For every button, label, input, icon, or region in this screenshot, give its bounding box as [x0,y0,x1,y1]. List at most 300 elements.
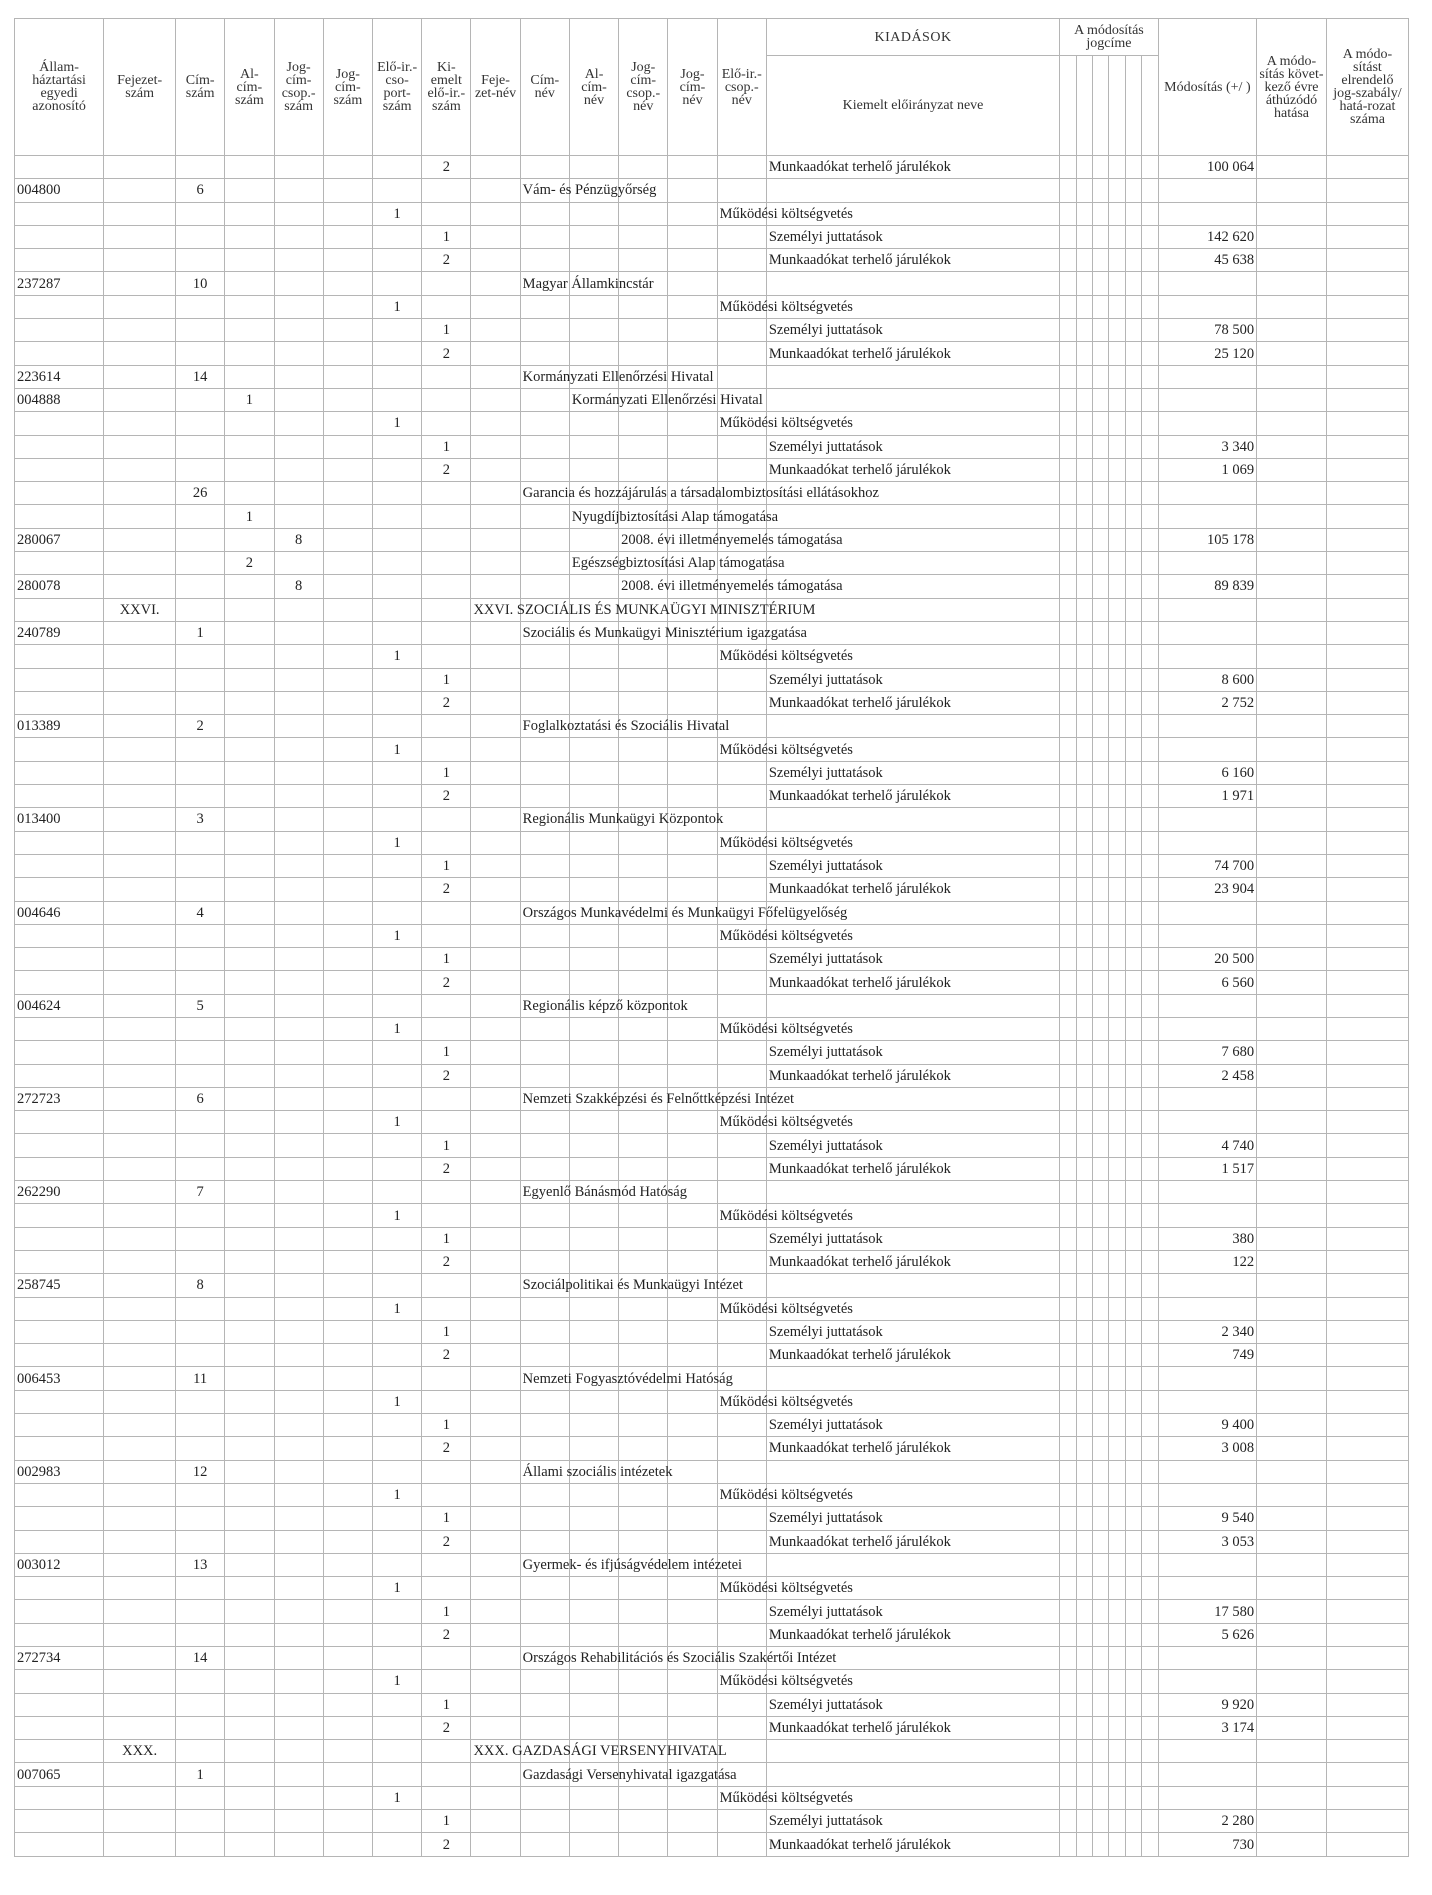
empty-cell [619,668,668,691]
empty-cell [668,971,717,994]
empty-cell [1142,1740,1158,1763]
empty-cell [1142,1553,1158,1576]
empty-cell [1125,249,1141,272]
empty-cell [766,552,1059,575]
empty-cell [1257,1810,1327,1833]
empty-cell [717,179,766,202]
modositas-amount-cell: 749 [1158,1344,1256,1367]
empty-cell [1326,808,1408,831]
empty-cell [1142,948,1158,971]
csop-name: Működési költségvetés [719,834,853,851]
table-row [15,1344,1409,1367]
empty-cell [372,1437,421,1460]
empty-cell [1109,342,1125,365]
empty-cell [1076,1367,1092,1390]
empty-cell [274,1507,323,1530]
empty-cell [1125,854,1141,877]
empty-cell [104,1623,176,1646]
empty-cell [520,575,569,598]
empty-cell [104,1390,176,1413]
empty-cell [104,948,176,971]
empty-cell [1125,621,1141,644]
kiemelt-szam-cell: 1 [422,435,471,458]
empty-cell [372,785,421,808]
empty-cell [176,598,225,621]
empty-cell [471,295,520,318]
empty-cell [1109,295,1125,318]
empty-cell [1109,598,1125,621]
empty-cell [1326,1507,1408,1530]
header-alcim-szam: Al-cím-szám [225,19,274,156]
aht-id-cell: 272734 [15,1647,104,1670]
empty-cell [274,365,323,388]
eloir-csop-szam-cell: 1 [372,831,421,854]
empty-cell [668,319,717,342]
empty-cell [225,1623,274,1646]
empty-cell [1125,1134,1141,1157]
empty-cell [520,1064,569,1087]
empty-cell [1257,342,1327,365]
empty-cell [104,808,176,831]
empty-cell [422,808,471,831]
empty-cell [422,598,471,621]
empty-cell [422,505,471,528]
empty-cell [372,1367,421,1390]
cim-name-cell [520,715,730,738]
empty-cell [274,1833,323,1856]
empty-cell [1060,715,1076,738]
kiemelt-szam-cell: 2 [422,1623,471,1646]
empty-cell [104,1274,176,1297]
empty-cell [520,156,569,179]
table-row [15,202,1409,225]
empty-cell [1060,971,1076,994]
empty-cell [619,295,668,318]
empty-cell [1257,365,1327,388]
empty-cell [372,854,421,877]
empty-cell [520,1716,569,1739]
empty-cell [717,785,766,808]
csop-name: Működési költségvetés [719,1487,853,1504]
empty-cell [225,761,274,784]
empty-cell [1109,994,1125,1017]
empty-cell [1125,971,1141,994]
empty-cell [323,202,372,225]
empty-cell [323,1670,372,1693]
empty-cell [668,295,717,318]
eloir-csop-szam-cell: 1 [372,1483,421,1506]
empty-cell [520,1693,569,1716]
empty-cell [1257,1530,1327,1553]
empty-cell [471,435,520,458]
empty-cell [1158,808,1256,831]
kiemelt-name-cell [766,1134,1059,1157]
empty-cell [1326,1064,1408,1087]
empty-cell [104,1833,176,1856]
empty-cell [1076,1740,1092,1763]
empty-cell [15,1483,104,1506]
empty-cell [520,691,569,714]
empty-cell [668,1460,717,1483]
empty-cell [372,552,421,575]
empty-cell [471,1647,520,1670]
aht-id-cell: 002983 [15,1460,104,1483]
csop-name: Működési költségvetés [719,1580,853,1597]
empty-cell [274,1274,323,1297]
empty-cell [619,1833,668,1856]
empty-cell [372,505,421,528]
empty-cell [1060,319,1076,342]
empty-cell [372,1507,421,1530]
empty-cell [1060,738,1076,761]
empty-cell [176,924,225,947]
empty-cell [1093,598,1109,621]
empty-cell [717,249,766,272]
empty-cell [1125,924,1141,947]
empty-cell [225,1693,274,1716]
empty-cell [717,1320,766,1343]
empty-cell [104,785,176,808]
empty-cell [1125,365,1141,388]
table-row [15,994,1409,1017]
empty-cell [225,621,274,644]
empty-cell [569,435,618,458]
empty-cell [717,1227,766,1250]
empty-cell [1257,691,1327,714]
eloir-csop-szam-cell: 1 [372,1670,421,1693]
empty-cell [1076,1344,1092,1367]
empty-cell [104,1367,176,1390]
kiemelt-name: Munkaadókat terhelő járulékok [768,1254,951,1271]
header-elrendelo: A módo-sítást elrendelő jog-szabály/ hatá-rozat száma [1326,19,1408,156]
empty-cell [1093,1181,1109,1204]
empty-cell [323,1577,372,1600]
empty-cell [1093,994,1109,1017]
table-row [15,528,1409,551]
empty-cell [1326,785,1408,808]
empty-cell [225,482,274,505]
kiemelt-szam-cell: 2 [422,1716,471,1739]
kiemelt-szam-cell: 2 [422,691,471,714]
empty-cell [422,738,471,761]
empty-cell [1326,435,1408,458]
kiemelt-name: Munkaadókat terhelő járulékok [768,881,951,898]
empty-cell [372,458,421,481]
empty-cell [619,249,668,272]
empty-cell [619,1204,668,1227]
modositas-amount-cell: 9 400 [1158,1414,1256,1437]
table-row [15,854,1409,877]
empty-cell [1326,156,1408,179]
empty-cell [15,1017,104,1040]
cim-name-cell [520,1181,687,1204]
empty-cell [1093,1460,1109,1483]
empty-cell [422,994,471,1017]
empty-cell [1257,295,1327,318]
empty-cell [1076,1041,1092,1064]
empty-cell [1158,994,1256,1017]
empty-cell [668,1716,717,1739]
empty-cell [1060,295,1076,318]
empty-cell [323,878,372,901]
empty-cell [619,1064,668,1087]
empty-cell [372,668,421,691]
empty-cell [1158,505,1256,528]
empty-cell [1060,1017,1076,1040]
empty-cell [1158,1390,1256,1413]
empty-cell [225,1227,274,1250]
empty-cell [471,1553,520,1576]
empty-cell [372,715,421,738]
empty-cell [1257,1041,1327,1064]
empty-cell [520,1810,569,1833]
empty-cell [619,1600,668,1623]
empty-cell [225,365,274,388]
empty-cell [1142,924,1158,947]
empty-cell [274,948,323,971]
modositas-amount-cell: 1 971 [1158,785,1256,808]
cim-name-cell [520,272,654,295]
empty-cell [1076,901,1092,924]
header-fejezet-nev: Feje-zet-név [471,19,520,156]
empty-cell [422,831,471,854]
empty-cell [520,458,569,481]
eloir-csop-szam-cell: 1 [372,202,421,225]
empty-cell [323,1204,372,1227]
cim-name: Foglalkoztatási és Szociális Hivatal [522,718,730,735]
empty-cell [471,1437,520,1460]
empty-cell [1076,1414,1092,1437]
empty-cell [15,435,104,458]
jcsop-name: 2008. évi illetményemelés támogatása [621,531,843,548]
jcsop-name-cell [619,575,843,598]
empty-cell [1076,808,1092,831]
empty-cell [1326,552,1408,575]
empty-cell [1076,1460,1092,1483]
empty-cell [15,1041,104,1064]
kiemelt-szam-cell: 2 [422,878,471,901]
empty-cell [1257,971,1327,994]
empty-cell [176,1390,225,1413]
empty-cell [1076,1320,1092,1343]
empty-cell [1076,1623,1092,1646]
empty-cell [1109,1647,1125,1670]
kiemelt-name: Személyi juttatások [768,764,883,781]
empty-cell [471,901,520,924]
empty-cell [1125,412,1141,435]
table-row [15,458,1409,481]
empty-cell [569,1017,618,1040]
empty-cell [274,1227,323,1250]
empty-cell [766,621,1059,644]
empty-cell [668,1204,717,1227]
empty-cell [176,1577,225,1600]
table-row [15,598,1409,621]
empty-cell [1109,1181,1125,1204]
cim-szam-cell: 4 [176,901,225,924]
empty-cell [323,1437,372,1460]
empty-cell [1060,458,1076,481]
empty-cell [520,1320,569,1343]
empty-cell [274,1483,323,1506]
modositas-amount-cell: 100 064 [1158,156,1256,179]
empty-cell [717,1344,766,1367]
empty-cell [520,225,569,248]
empty-cell [520,1414,569,1437]
empty-cell [104,1786,176,1809]
empty-cell [1093,1553,1109,1576]
empty-cell [1060,1274,1076,1297]
empty-cell [1109,1064,1125,1087]
empty-cell [1076,924,1092,947]
table-row [15,901,1409,924]
empty-cell [1125,1763,1141,1786]
kiemelt-name: Munkaadókat terhelő járulékok [768,1160,951,1177]
kiemelt-name: Személyi juttatások [768,1813,883,1830]
empty-cell [471,249,520,272]
empty-cell [1326,1297,1408,1320]
csop-name: Működési költségvetés [719,741,853,758]
empty-cell [1257,1297,1327,1320]
empty-cell [1125,1111,1141,1134]
empty-cell [15,202,104,225]
kiemelt-szam-cell: 2 [422,249,471,272]
eloir-csop-szam-cell: 1 [372,645,421,668]
empty-cell [1326,505,1408,528]
cim-name-cell [520,994,688,1017]
empty-cell [104,505,176,528]
empty-cell [1109,1250,1125,1273]
empty-cell [372,482,421,505]
header-kiadasok: KIADÁSOK [766,19,1059,56]
empty-cell [766,808,1059,831]
empty-cell [176,1670,225,1693]
empty-cell [471,1181,520,1204]
empty-cell [1093,1786,1109,1809]
aht-id-cell: 013389 [15,715,104,738]
empty-cell [323,1483,372,1506]
kiemelt-szam-cell: 1 [422,668,471,691]
modositas-amount-cell: 6 560 [1158,971,1256,994]
empty-cell [225,645,274,668]
empty-cell [323,552,372,575]
kiemelt-szam-cell: 2 [422,1437,471,1460]
empty-cell [176,342,225,365]
aht-id-cell: 004800 [15,179,104,202]
table-row [15,1157,1409,1180]
csop-name-cell [717,295,853,318]
cim-szam-cell: 13 [176,1553,225,1576]
empty-cell [569,1716,618,1739]
modositas-amount-cell: 122 [1158,1250,1256,1273]
table-row [15,1693,1409,1716]
empty-cell [1142,482,1158,505]
empty-cell [1109,878,1125,901]
empty-cell [619,761,668,784]
empty-cell [569,249,618,272]
empty-cell [1093,1111,1109,1134]
empty-cell [104,1483,176,1506]
empty-cell [225,1553,274,1576]
empty-cell [104,994,176,1017]
empty-cell [323,1600,372,1623]
empty-cell [274,179,323,202]
empty-cell [323,1716,372,1739]
empty-cell [1142,1297,1158,1320]
empty-cell [668,1111,717,1134]
empty-cell [1125,598,1141,621]
empty-cell [176,878,225,901]
empty-cell [422,1297,471,1320]
empty-cell [520,1297,569,1320]
empty-cell [104,1250,176,1273]
empty-cell [176,1157,225,1180]
empty-cell [323,1181,372,1204]
cim-name: Állami szociális intézetek [522,1463,673,1480]
kiemelt-name-cell [766,854,1059,877]
alcim-szam-cell: 2 [225,552,274,575]
empty-cell [471,575,520,598]
empty-cell [520,1437,569,1460]
empty-cell [471,156,520,179]
empty-cell [569,458,618,481]
kiemelt-szam-cell: 1 [422,854,471,877]
empty-cell [323,1414,372,1437]
empty-cell [1060,1716,1076,1739]
empty-cell [1326,901,1408,924]
empty-cell [569,1483,618,1506]
empty-cell [1158,645,1256,668]
empty-cell [323,994,372,1017]
empty-cell [1158,1740,1256,1763]
empty-cell [1158,1017,1256,1040]
empty-cell [372,1157,421,1180]
empty-cell [1060,1157,1076,1180]
empty-cell [15,225,104,248]
empty-cell [1158,1367,1256,1390]
empty-cell [15,482,104,505]
empty-cell [176,691,225,714]
empty-cell [15,831,104,854]
empty-cell [520,1530,569,1553]
empty-cell [372,1740,421,1763]
empty-cell [668,1670,717,1693]
empty-cell [1093,1623,1109,1646]
empty-cell [1257,1716,1327,1739]
empty-cell [1125,1227,1141,1250]
empty-cell [1076,1064,1092,1087]
empty-cell [520,645,569,668]
kiemelt-name: Munkaadókat terhelő járulékok [768,974,951,991]
empty-cell [225,738,274,761]
empty-cell [569,295,618,318]
empty-cell [766,1181,1059,1204]
empty-cell [1142,1344,1158,1367]
empty-cell [1093,225,1109,248]
empty-cell [1093,645,1109,668]
empty-cell [717,1810,766,1833]
modositas-amount-cell: 25 120 [1158,342,1256,365]
empty-cell [104,621,176,644]
empty-cell [717,1507,766,1530]
kiemelt-name-cell [766,1414,1059,1437]
empty-cell [225,1483,274,1506]
empty-cell [1158,1553,1256,1576]
budget-amendment-table [14,18,1409,1857]
empty-cell [422,1483,471,1506]
modositas-amount-cell: 1 517 [1158,1157,1256,1180]
empty-cell [1257,645,1327,668]
